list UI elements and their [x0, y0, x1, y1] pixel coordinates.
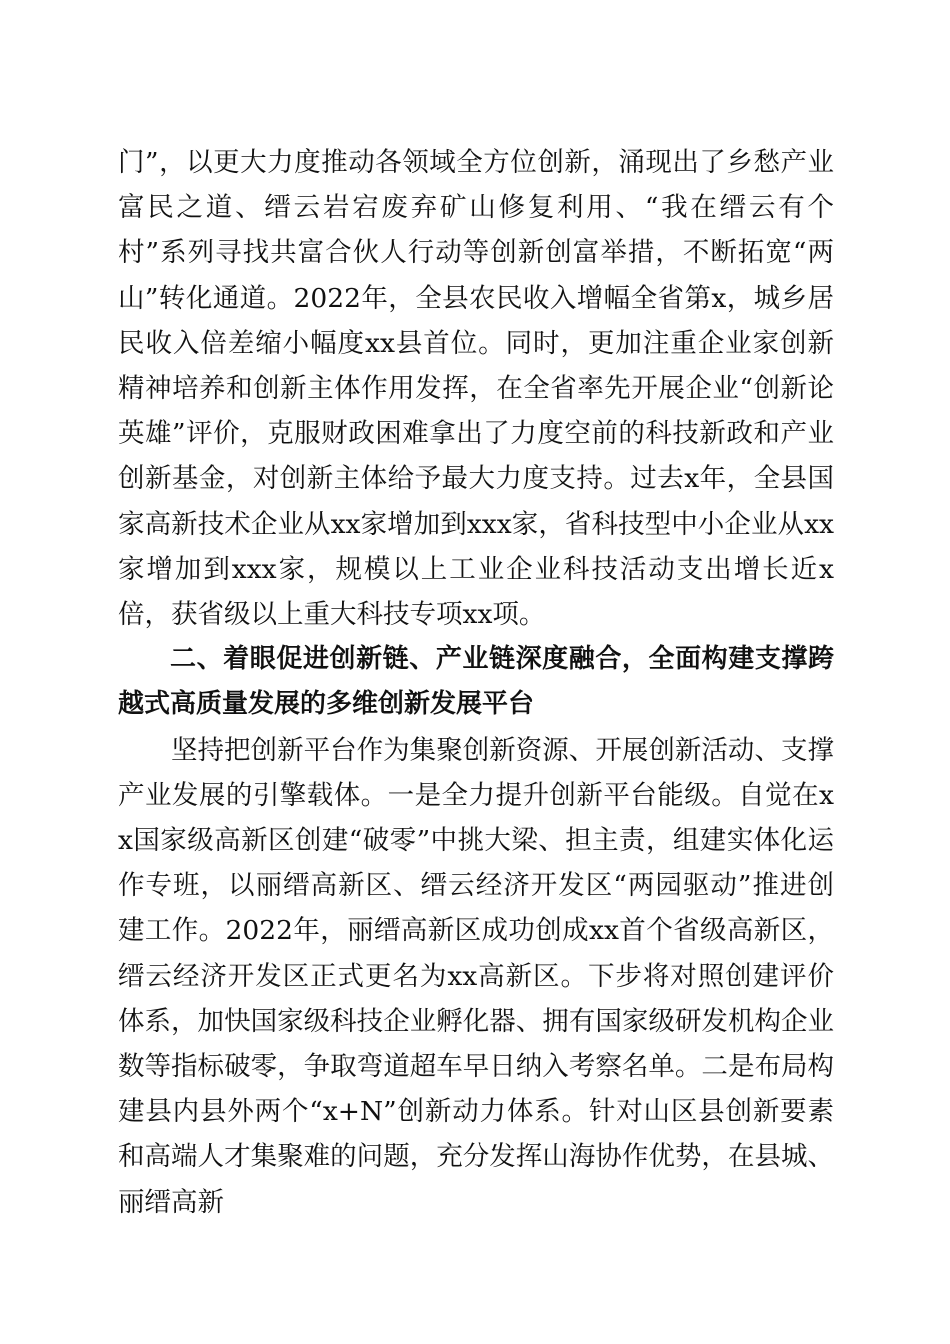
section-heading: 二、着眼促进创新链、产业链深度融合，全面构建支撑跨越式高质量发展的多维创新发展平台	[118, 644, 834, 720]
paragraph-continued: 门”，以更大力度推动各领域全方位创新，涌现出了乡愁产业富民之道、缙云岩宕废弃矿山修复利用、“我在缙云有个村”系列寻找共富合伙人行动等创新创富举措，不断拓宽“两山”转化通道。2022年，全县农民收入增幅全省第x，城乡居民收入倍差缩小幅度xx县首位。同时，更加注重企业家创新精神培养和创新主体作用发挥，在全省率先开展企业“创新论英雄”评价，克服财政困难拿出了力度空前的科技新政和产业创新基金，对创新主体给予最大力度支持。过去x年，全县国家高新技术企业从xx家增加到xxx家，省科技型中小企业从xx家增加到xxx家，规模以上工业企业科技活动支出增长近x倍，获省级以上重大科技专项xx项。	[118, 147, 834, 631]
paragraph-section-body: 坚持把创新平台作为集聚创新资源、开展创新活动、支撑产业发展的引擎载体。一是全力提升创新平台能级。自觉在xx国家级高新区创建“破零”中挑大梁、担主责，组建实体化运作专班，以丽缙高新区、缙云经济开发区“两园驱动”推进创建工作。2022年，丽缙高新区成功创成xx首个省级高新区，缙云经济开发区正式更名为xx高新区。下步将对照创建评价体系，加快国家级科技企业孵化器、拥有国家级研发机构企业数等指标破零，争取弯道超车早日纳入考察名单。二是布局构建县内县外两个“x+N”创新动力体系。针对山区县创新要素和高端人才集聚难的问题，充分发挥山海协作优势，在县城、丽缙高新	[118, 734, 834, 1218]
document-body	[118, 140, 834, 1225]
